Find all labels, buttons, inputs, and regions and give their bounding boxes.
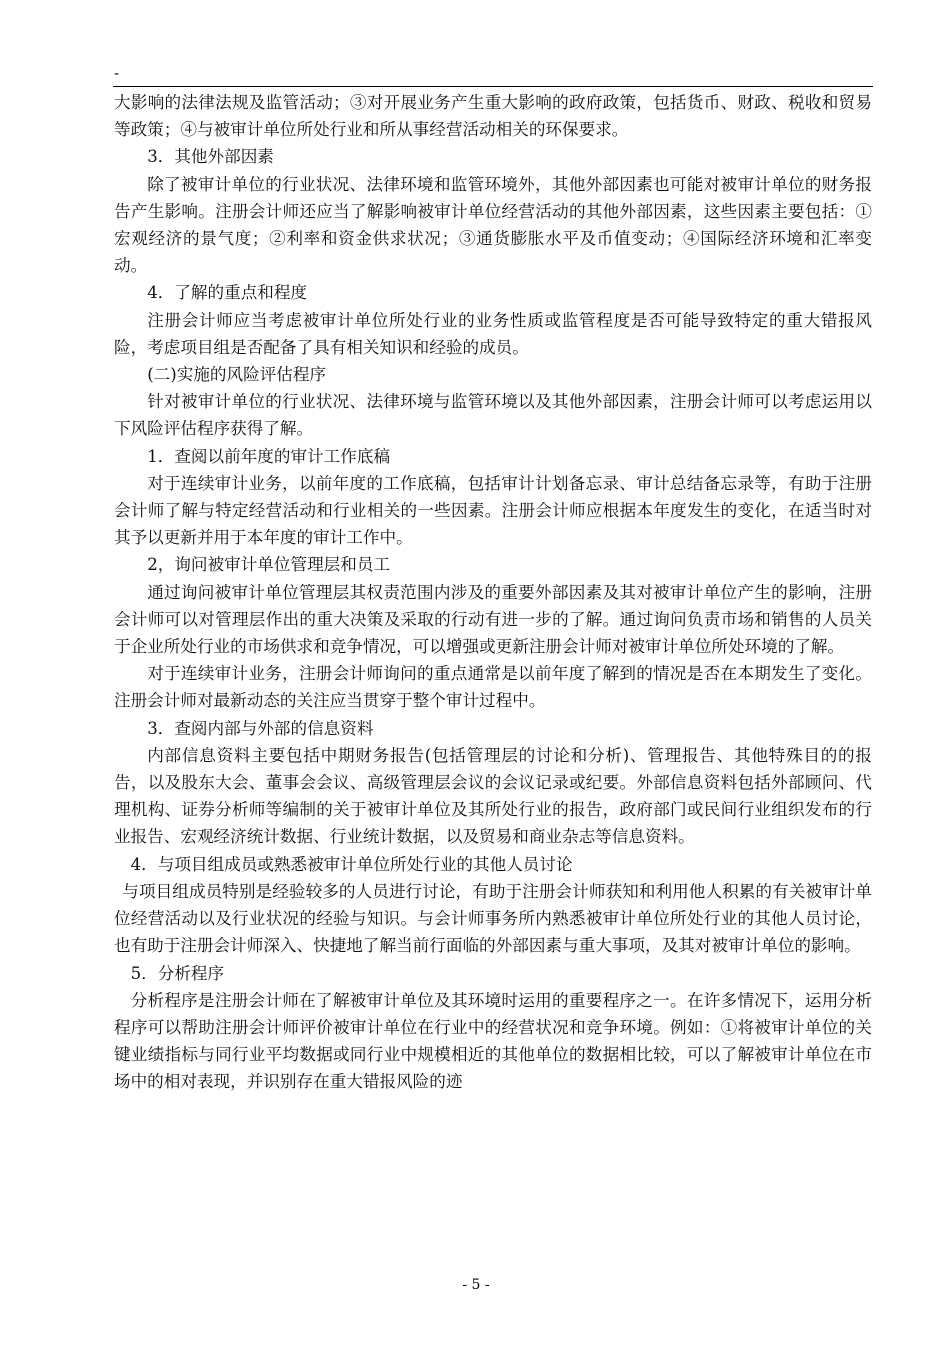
page-number: - 5 -	[462, 1277, 490, 1293]
body-paragraph: 除了被审计单位的行业状况、法律环境和监管环境外，其他外部因素也可能对被审计单位的财务报告产生影响。注册会计师还应当了解影响被审计单位经营活动的其他外部因素，这些因素主要包括：①宏观经济的景气度；②利率和资金供求状况；③通货膨胀水平及币值变动；④国际经济环境和汇率变动。	[114, 174, 872, 276]
body-paragraph: 大影响的法律法规及监管活动；③对开展业务产生重大影响的政府政策，包括货币、财政、税收和贸易等政策；④与被审计单位所处行业和所从事经营活动相关的环保要求。	[114, 93, 872, 140]
section-heading: 3．其他外部因素	[147, 147, 274, 167]
body-paragraph: 对于连续审计业务，以前年度的工作底稿，包括审计计划备忘录、审计总结备忘录等，有助于注册会计师了解与特定经营活动和行业相关的一些因素。注册会计师应根据本年度发生的变化，在适当时对其予以更新并用于本年度的审计工作中。	[114, 473, 872, 548]
body-paragraph: 与项目组成员特别是经验较多的人员进行讨论，有助于注册会计师获知和利用他人积累的有关被审计单位经营活动以及行业状况的经验与知识。与会计师事务所内熟悉被审计单位所处行业的其他人员讨论，也有助于注册会计师深入、快捷地了解当前行面临的外部因素与重大事项，及其对被审计单位的影响。	[114, 881, 872, 956]
body-paragraph: 对于连续审计业务，注册会计师询问的重点通常是以前年度了解到的情况是否在本期发生了变化。注册会计师对最新动态的关注应当贯穿于整个审计过程中。	[114, 664, 872, 711]
section-heading: 4．了解的重点和程度	[147, 283, 308, 303]
section-heading: 5．分析程序	[130, 963, 225, 983]
body-paragraph: 针对被审计单位的行业状况、法律环境与监管环境以及其他外部因素，注册会计师可以考虑运用以下风险评估程序获得了解。	[114, 392, 872, 439]
body-paragraph: 通过询问被审计单位管理层其权责范围内涉及的重要外部因素及其对被审计单位产生的影响，注册会计师可以对管理层作出的重大决策及采取的行动有进一步的了解。通过询问负责市场和销售的人员关于企业所处行业的市场供求和竞争情况，可以增强或更新注册会计师对被审计单位所处环境的了解。	[114, 582, 872, 657]
section-heading: 1．查阅以前年度的审计工作底稿	[147, 446, 391, 466]
section-heading: 3．查阅内部与外部的信息资料	[147, 718, 374, 738]
body-paragraph: 注册会计师应当考虑被审计单位所处行业的业务性质或监管程度是否可能导致特定的重大错报风险，考虑项目组是否配备了具有相关知识和经验的成员。	[114, 310, 872, 357]
section-heading: 4．与项目组成员或熟悉被审计单位所处行业的其他人员讨论	[130, 854, 573, 874]
document-body	[114, 89, 872, 1096]
section-heading: 2，询问被审计单位管理层和员工	[147, 555, 391, 575]
section-heading: (二)实施的风险评估程序	[147, 365, 327, 385]
header-mark: -	[114, 66, 120, 82]
header-rule	[113, 86, 873, 87]
body-paragraph: 内部信息资料主要包括中期财务报告(包括管理层的讨论和分析)、管理报告、其他特殊目的的报告，以及股东大会、董事会会议、高级管理层会议的会议记录或纪要。外部信息资料包括外部顾问、代理机构、证券分析师等编制的关于被审计单位及其所处行业的报告，政府部门或民间行业组织发布的行业报告、宏观经济统计数据、行业统计数据，以及贸易和商业杂志等信息资料。	[114, 745, 872, 847]
body-paragraph: 分析程序是注册会计师在了解被审计单位及其环境时运用的重要程序之一。在许多情况下，运用分析程序可以帮助注册会计师评价被审计单位在行业中的经营状况和竞争环境。例如：①将被审计单位的关键业绩指标与同行业平均数据或同行业中规模相近的其他单位的数据相比较，可以了解被审计单位在市场中的相对表现，并识别存在重大错报风险的迹	[114, 990, 872, 1092]
